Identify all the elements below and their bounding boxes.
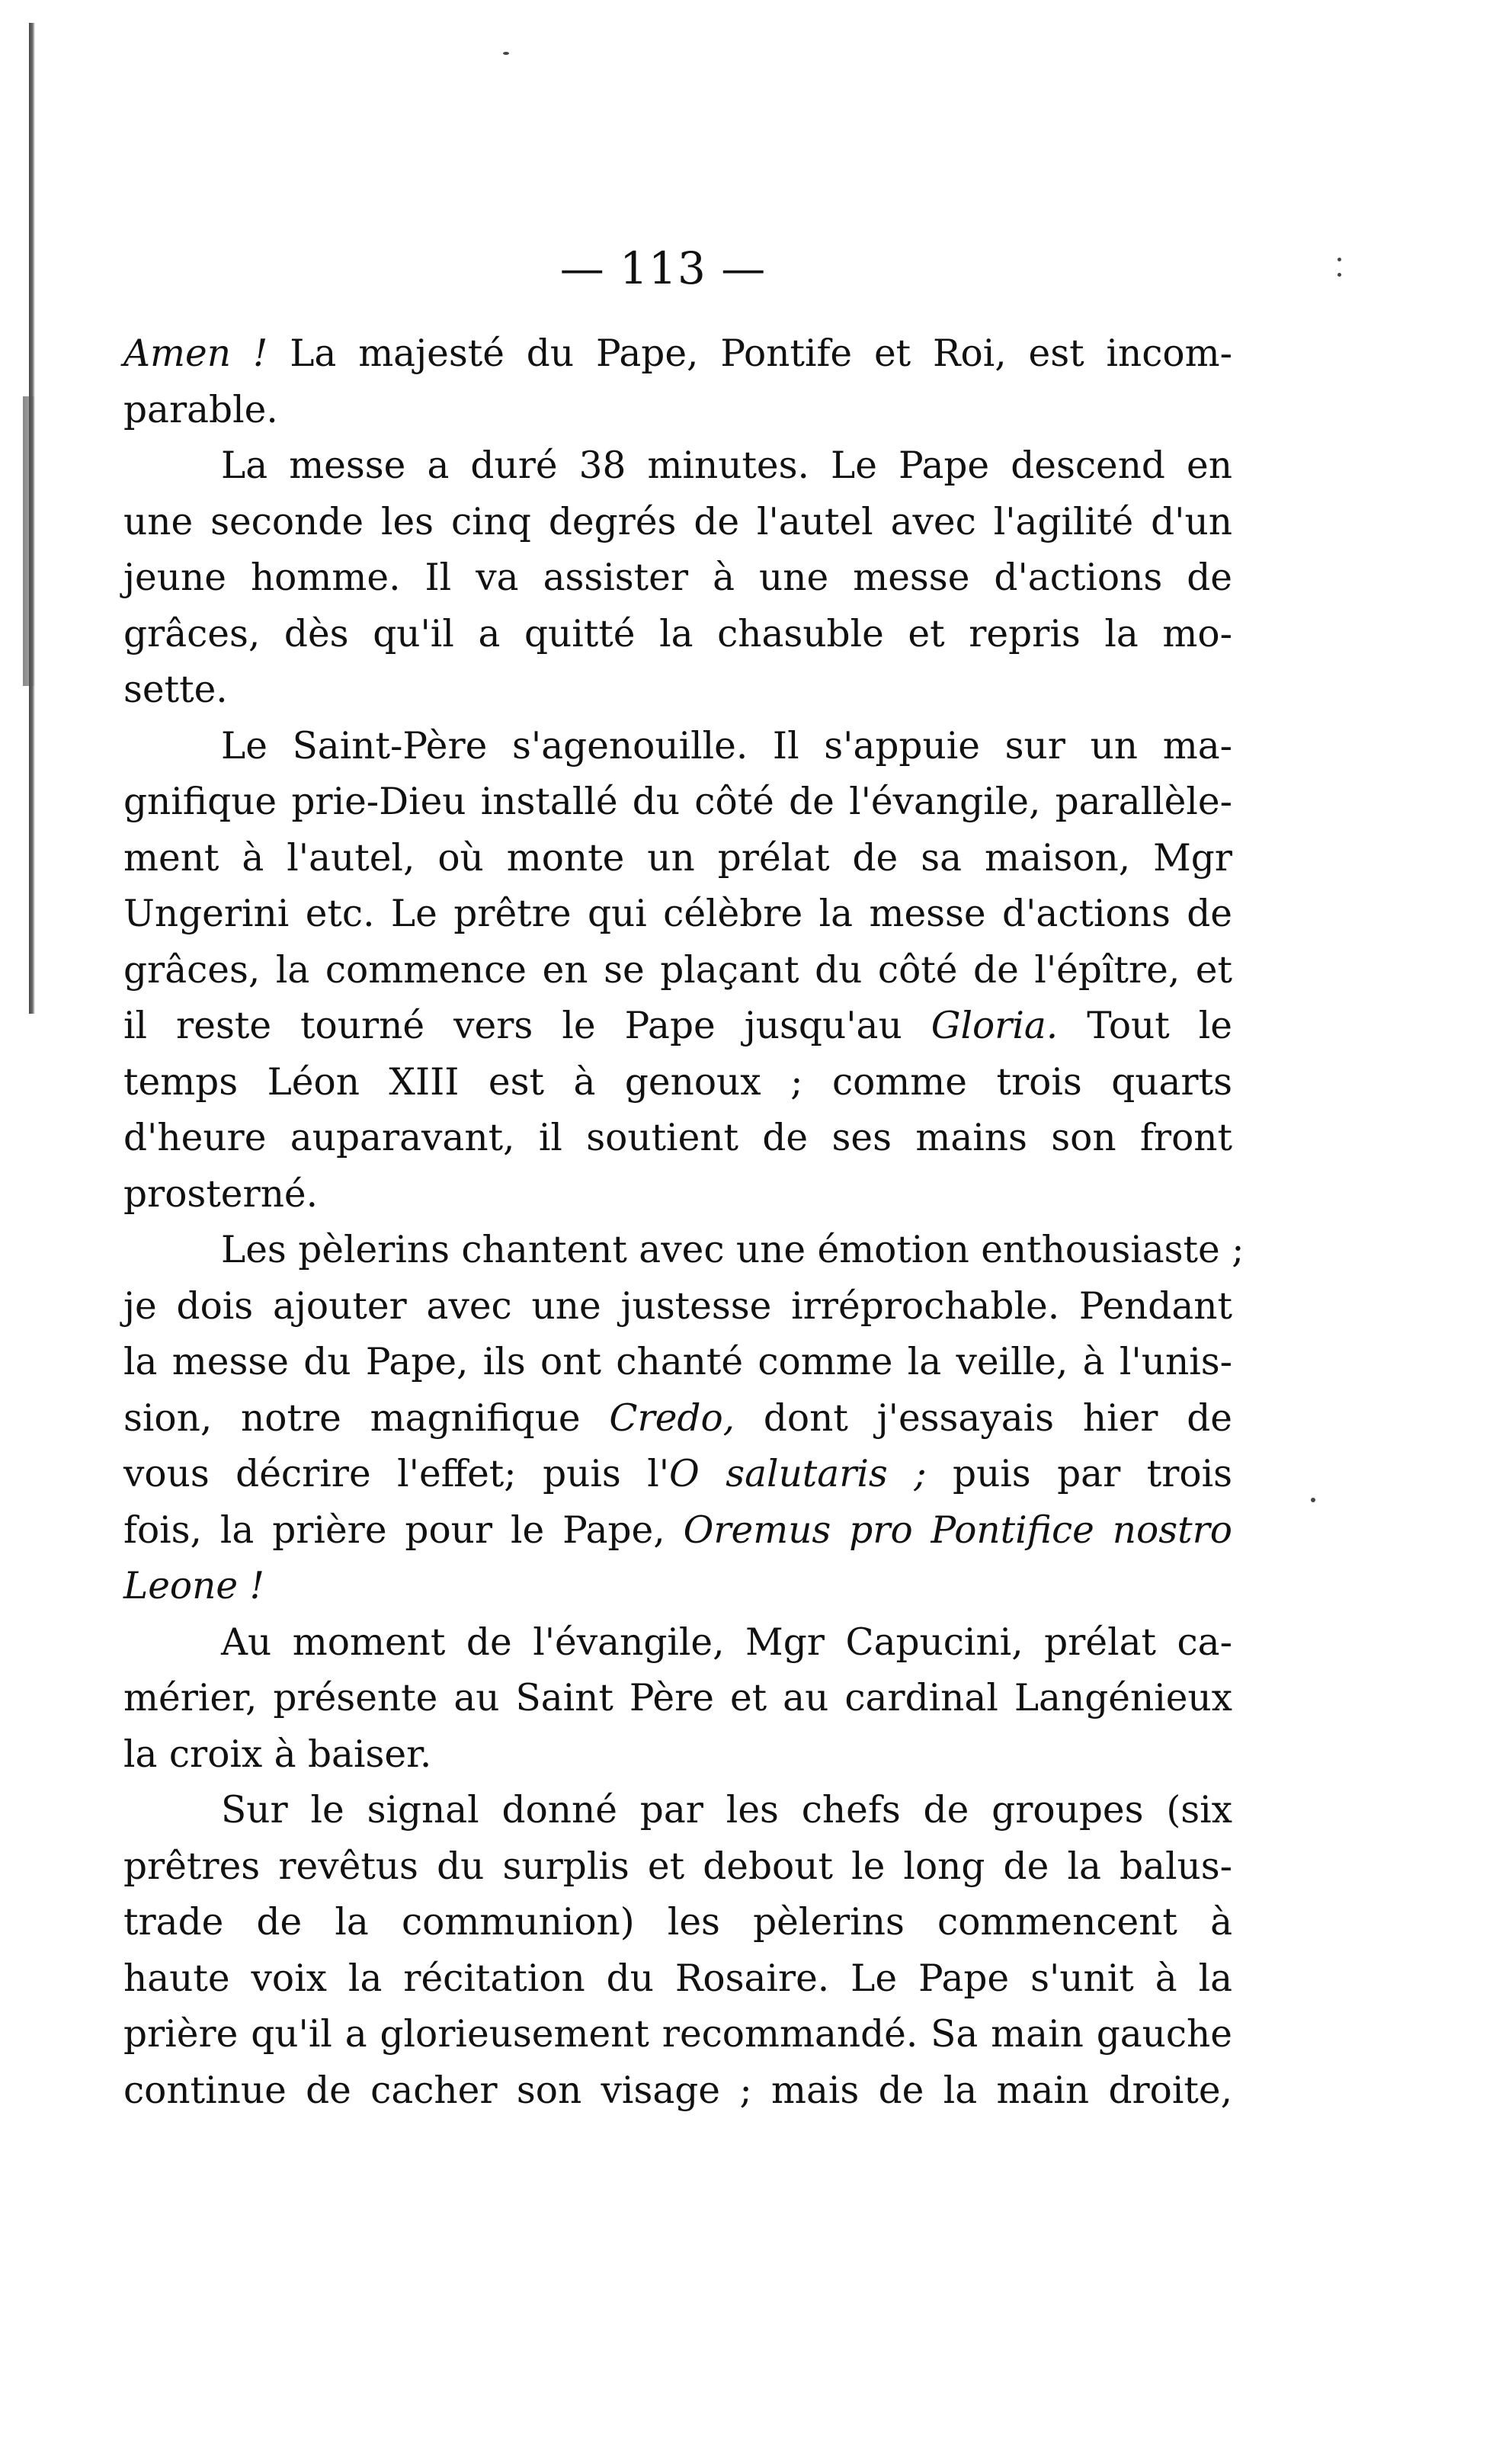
text-line: gnifique prie-Dieu installé du côté de l'évangile, parallèle- — [123, 780, 1232, 823]
text-line: une seconde les cinq degrés de l'autel avec l'agilité d'un — [123, 500, 1232, 543]
text-line: Le Saint-Père s'agenouille. Il s'appuie sur un ma- — [221, 724, 1232, 768]
print-speck — [503, 52, 509, 55]
text-line: Au moment de l'évangile, Mgr Capucini, prélat ca- — [221, 1620, 1232, 1664]
text-line: sette. — [123, 668, 228, 711]
text-line: haute voix la récitation du Rosaire. Le Pape s'unit à la — [123, 1957, 1232, 2000]
text-line: trade de la communion) les pèlerins commencent à — [123, 1901, 1232, 1944]
text-line: continue de cacher son visage ; mais de la main droite, — [123, 2069, 1232, 2112]
text-line: Ungerini etc. Le prêtre qui célèbre la messe d'actions de — [123, 893, 1232, 935]
text-line: ment à l'autel, où monte un prélat de sa maison, Mgr — [123, 836, 1232, 880]
text-line: Amen ! La majesté du Pape, Pontife et Roi, est incom- — [123, 332, 1232, 375]
text-line: Leone ! — [123, 1565, 264, 1607]
print-speck — [1337, 258, 1341, 261]
text-line: la croix à baiser. — [123, 1732, 432, 1776]
binding-shadow-lower — [23, 396, 35, 686]
text-line: je dois ajouter avec une justesse irréprochable. Pendant — [123, 1284, 1232, 1328]
text-line: temps Léon XIII est à genoux ; comme trois quarts — [123, 1060, 1232, 1104]
page-number: — 113 — — [559, 242, 767, 294]
text-line: sion, notre magnifique Credo, dont j'essayais hier de — [123, 1396, 1232, 1440]
text-line: La messe a duré 38 minutes. Le Pape descend en — [221, 444, 1232, 487]
text-line: jeune homme. Il va assister à une messe d'actions de — [123, 556, 1232, 599]
text-line: prière qu'il a glorieusement recommandé. Sa main gauche — [123, 2013, 1232, 2056]
text-line: grâces, la commence en se plaçant du côté de l'épître, et — [123, 948, 1232, 992]
text-line: il reste tourné vers le Pape jusqu'au Gloria. Tout le — [123, 1005, 1232, 1047]
text-line: d'heure auparavant, il soutient de ses mains son front — [123, 1117, 1232, 1159]
text-line: prêtres revêtus du surplis et debout le long de la balus- — [123, 1844, 1232, 1888]
text-line: grâces, dès qu'il a quitté la chasuble et repris la mo- — [123, 612, 1232, 655]
print-speck — [1337, 273, 1341, 277]
print-speck — [1311, 1498, 1315, 1502]
text-line: parable. — [123, 388, 278, 431]
text-line: mérier, présente au Saint Père et au cardinal Langénieux — [123, 1677, 1232, 1719]
text-line: vous décrire l'effet; puis l'O salutaris ; puis par trois — [123, 1453, 1233, 1495]
body-text — [123, 326, 1245, 2119]
text-line: prosterné. — [123, 1172, 319, 1216]
text-line: Sur le signal donné par les chefs de groupes (six — [221, 1789, 1232, 1832]
text-line: fois, la prière pour le Pape, Oremus pro Pontifice nostro — [123, 1508, 1232, 1552]
text-line: Les pèlerins chantent avec une émotion enthousiaste ; — [221, 1229, 1245, 1271]
text-line: la messe du Pape, ils ont chanté comme la veille, à l'unis- — [123, 1341, 1232, 1383]
